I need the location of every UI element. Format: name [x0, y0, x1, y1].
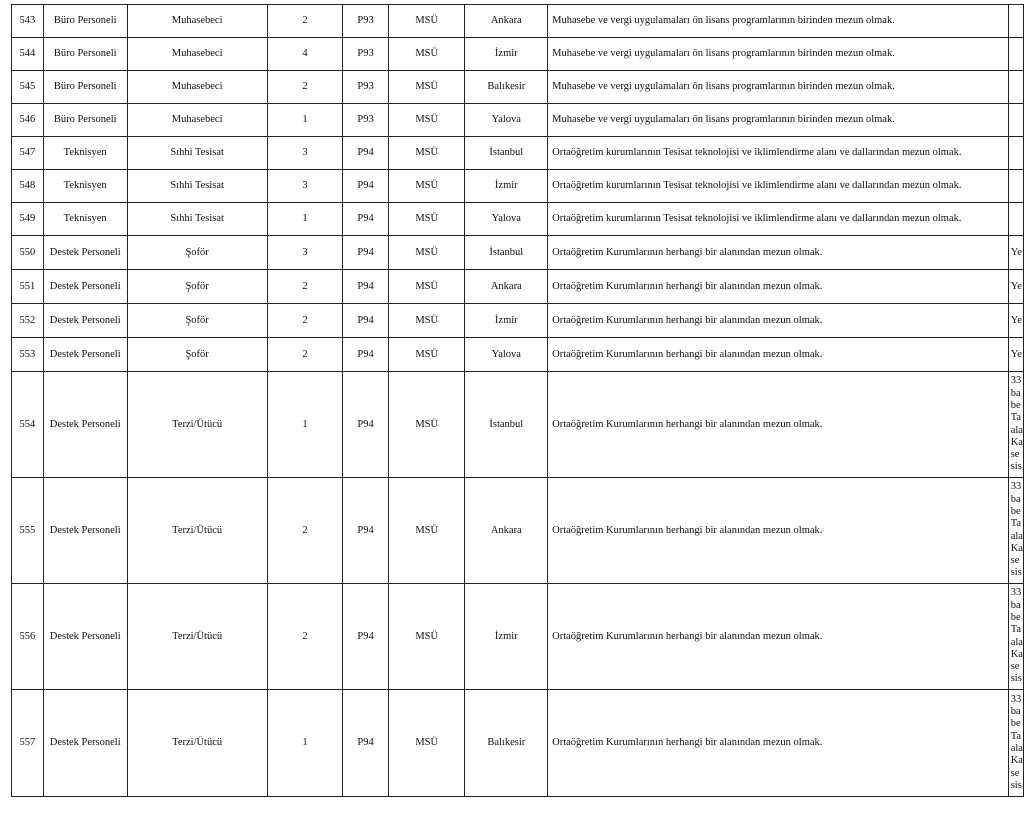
extra-note-line: ala [1010, 636, 1023, 648]
score-type-cell: P93 [343, 38, 389, 71]
score-type-cell: P94 [343, 170, 389, 203]
extra-note-line: se [1010, 555, 1020, 567]
row-number-cell: 546 [12, 104, 44, 137]
class-cell: Teknisyen [43, 137, 127, 170]
class-cell: Büro Personeli [43, 38, 127, 71]
row-number-cell: 555 [12, 478, 44, 584]
quantity-cell: 1 [267, 690, 342, 797]
quantity-cell: 2 [267, 478, 342, 584]
title-cell: Şoför [127, 338, 267, 372]
source-cell: MSÜ [388, 38, 465, 71]
source-cell: MSÜ [388, 170, 465, 203]
source-cell: MSÜ [388, 236, 465, 270]
score-type-cell: P94 [343, 137, 389, 170]
city-cell: İzmir [465, 304, 548, 338]
city-cell: İstanbul [465, 372, 548, 478]
extra-note-line: Ta [1010, 412, 1022, 424]
table-row [12, 236, 1024, 270]
city-cell: İstanbul [465, 137, 548, 170]
table-row [12, 372, 1024, 478]
extra-note-line: ba [1010, 493, 1021, 505]
extra-note-line: ala [1010, 424, 1023, 436]
quantity-cell: 3 [267, 170, 342, 203]
extra-notes-cell [1008, 71, 1023, 104]
requirement-cell: Muhasebe ve vergi uygulamaları ön lisans programlarının birinden mezun olmak. [548, 104, 1009, 137]
quantity-cell: 3 [267, 236, 342, 270]
row-number-cell: 544 [12, 38, 44, 71]
extra-notes-cell: Ye [1008, 338, 1023, 372]
extra-note-line: 33 [1010, 481, 1022, 493]
title-cell: Şoför [127, 304, 267, 338]
extra-notes-cell [1008, 478, 1023, 584]
extra-note-line: Ta [1010, 518, 1022, 530]
class-cell: Destek Personeli [43, 372, 127, 478]
table-row [12, 137, 1024, 170]
class-cell: Büro Personeli [43, 5, 127, 38]
title-cell: Sıhhi Tesisat [127, 170, 267, 203]
class-cell: Büro Personeli [43, 104, 127, 137]
extra-notes-cell [1008, 104, 1023, 137]
requirement-cell: Muhasebe ve vergi uygulamaları ön lisans programlarının birinden mezun olmak. [548, 38, 1009, 71]
positions-table-sheet [11, 4, 1024, 797]
class-cell: Destek Personeli [43, 338, 127, 372]
extra-note-line: se [1010, 661, 1020, 673]
quantity-cell: 3 [267, 137, 342, 170]
extra-note-line: se [1010, 767, 1020, 779]
extra-note-line: 33 [1010, 375, 1022, 387]
extra-note-line: be [1010, 505, 1021, 517]
class-cell: Destek Personeli [43, 304, 127, 338]
row-number-cell: 549 [12, 203, 44, 236]
class-cell: Destek Personeli [43, 690, 127, 797]
title-cell: Muhasebeci [127, 5, 267, 38]
extra-note-line: 33 [1010, 693, 1022, 705]
table-row [12, 104, 1024, 137]
extra-note-line: be [1010, 718, 1021, 730]
row-number-cell: 550 [12, 236, 44, 270]
title-cell: Sıhhi Tesisat [127, 137, 267, 170]
extra-note-line: se [1010, 449, 1020, 461]
row-number-cell: 553 [12, 338, 44, 372]
score-type-cell: P94 [343, 236, 389, 270]
extra-notes-cell: Ye [1008, 304, 1023, 338]
row-number-cell: 545 [12, 71, 44, 104]
extra-notes-cell [1008, 170, 1023, 203]
extra-notes-cell [1008, 690, 1023, 797]
class-cell: Destek Personeli [43, 584, 127, 690]
extra-notes-cell: Ye [1008, 270, 1023, 304]
city-cell: Yalova [465, 104, 548, 137]
extra-notes-cell [1008, 38, 1023, 71]
source-cell: MSÜ [388, 338, 465, 372]
quantity-cell: 2 [267, 5, 342, 38]
source-cell: MSÜ [388, 270, 465, 304]
title-cell: Terzi/Ütücü [127, 690, 267, 797]
table-row [12, 584, 1024, 690]
score-type-cell: P94 [343, 584, 389, 690]
extra-notes-cell [1008, 372, 1023, 478]
source-cell: MSÜ [388, 690, 465, 797]
score-type-cell: P94 [343, 304, 389, 338]
extra-note-line: Ka [1010, 648, 1023, 660]
requirement-cell: Ortaöğretim Kurumlarının herhangi bir alanından mezun olmak. [548, 270, 1009, 304]
extra-note-line: ba [1010, 387, 1021, 399]
extra-notes-cell [1008, 584, 1023, 690]
extra-note-line: ala [1010, 743, 1023, 754]
table-row [12, 170, 1024, 203]
row-number-cell: 548 [12, 170, 44, 203]
extra-notes-cell [1008, 5, 1023, 38]
extra-notes-cell [1008, 203, 1023, 236]
source-cell: MSÜ [388, 137, 465, 170]
requirement-cell: Ortaöğretim Kurumlarının herhangi bir alanından mezun olmak. [548, 236, 1009, 270]
city-cell: İzmir [465, 584, 548, 690]
extra-note-line: sis [1010, 779, 1022, 791]
requirement-cell: Ortaöğretim Kurumlarının herhangi bir alanından mezun olmak. [548, 478, 1009, 584]
table-row [12, 71, 1024, 104]
table-body [12, 5, 1024, 797]
requirement-cell: Ortaöğretim kurumlarının Tesisat teknolojisi ve iklimlendirme alanı ve dallarından mezun olmak. [548, 170, 1009, 203]
row-number-cell: 554 [12, 372, 44, 478]
row-number-cell: 556 [12, 584, 44, 690]
requirement-cell: Ortaöğretim Kurumlarının herhangi bir alanından mezun olmak. [548, 690, 1009, 797]
extra-note-line: 33 [1010, 587, 1022, 599]
score-type-cell: P93 [343, 104, 389, 137]
quantity-cell: 1 [267, 203, 342, 236]
title-cell: Sıhhi Tesisat [127, 203, 267, 236]
extra-note-line: be [1010, 611, 1021, 623]
quantity-cell: 4 [267, 38, 342, 71]
extra-note-line: sis [1010, 673, 1022, 685]
score-type-cell: P93 [343, 71, 389, 104]
source-cell: MSÜ [388, 372, 465, 478]
table-row [12, 5, 1024, 38]
extra-note-line: Ka [1010, 542, 1023, 554]
extra-note-line: sis [1010, 567, 1022, 579]
extra-notes-cell: Ye [1008, 236, 1023, 270]
class-cell: Destek Personeli [43, 236, 127, 270]
row-number-cell: 551 [12, 270, 44, 304]
class-cell: Destek Personeli [43, 478, 127, 584]
quantity-cell: 2 [267, 71, 342, 104]
requirement-cell: Ortaöğretim Kurumlarının herhangi bir alanından mezun olmak. [548, 304, 1009, 338]
title-cell: Terzi/Ütücü [127, 584, 267, 690]
quantity-cell: 1 [267, 104, 342, 137]
table-row [12, 690, 1024, 797]
row-number-cell: 557 [12, 690, 44, 797]
city-cell: Balıkesir [465, 71, 548, 104]
class-cell: Büro Personeli [43, 71, 127, 104]
city-cell: Ankara [465, 5, 548, 38]
source-cell: MSÜ [388, 203, 465, 236]
class-cell: Teknisyen [43, 203, 127, 236]
score-type-cell: P94 [343, 478, 389, 584]
title-cell: Şoför [127, 236, 267, 270]
city-cell: Ankara [465, 270, 548, 304]
quantity-cell: 2 [267, 304, 342, 338]
source-cell: MSÜ [388, 304, 465, 338]
table-row [12, 203, 1024, 236]
extra-notes-cell [1008, 137, 1023, 170]
table-row [12, 38, 1024, 71]
source-cell: MSÜ [388, 71, 465, 104]
source-cell: MSÜ [388, 5, 465, 38]
extra-note-line: Ka [1010, 755, 1023, 767]
extra-note-line: ba [1010, 599, 1021, 611]
city-cell: Balıkesir [465, 690, 548, 797]
class-cell: Teknisyen [43, 170, 127, 203]
source-cell: MSÜ [388, 584, 465, 690]
extra-note-line: Ta [1010, 624, 1022, 636]
score-type-cell: P94 [343, 338, 389, 372]
table-row [12, 338, 1024, 372]
requirement-cell: Muhasebe ve vergi uygulamaları ön lisans programlarının birinden mezun olmak. [548, 5, 1009, 38]
city-cell: İzmir [465, 38, 548, 71]
score-type-cell: P94 [343, 690, 389, 797]
requirement-cell: Ortaöğretim Kurumlarının herhangi bir alanından mezun olmak. [548, 584, 1009, 690]
row-number-cell: 552 [12, 304, 44, 338]
table-row [12, 304, 1024, 338]
score-type-cell: P94 [343, 372, 389, 478]
quantity-cell: 2 [267, 270, 342, 304]
quantity-cell: 2 [267, 338, 342, 372]
requirement-cell: Ortaöğretim kurumlarının Tesisat teknolojisi ve iklimlendirme alanı ve dallarından mezun olmak. [548, 137, 1009, 170]
extra-note-line: Ka [1010, 436, 1023, 448]
requirement-cell: Ortaöğretim Kurumlarının herhangi bir alanından mezun olmak. [548, 372, 1009, 478]
source-cell: MSÜ [388, 104, 465, 137]
row-number-cell: 543 [12, 5, 44, 38]
city-cell: Ankara [465, 478, 548, 584]
quantity-cell: 1 [267, 372, 342, 478]
score-type-cell: P93 [343, 5, 389, 38]
city-cell: İzmir [465, 170, 548, 203]
extra-note-line: ala [1010, 530, 1023, 542]
positions-table [11, 4, 1024, 797]
city-cell: Yalova [465, 338, 548, 372]
requirement-cell: Ortaöğretim Kurumlarının herhangi bir alanından mezun olmak. [548, 338, 1009, 372]
table-row [12, 478, 1024, 584]
title-cell: Muhasebeci [127, 71, 267, 104]
city-cell: Yalova [465, 203, 548, 236]
requirement-cell: Ortaöğretim kurumlarının Tesisat teknolojisi ve iklimlendirme alanı ve dallarından mezun olmak. [548, 203, 1009, 236]
class-cell: Destek Personeli [43, 270, 127, 304]
title-cell: Terzi/Ütücü [127, 478, 267, 584]
source-cell: MSÜ [388, 478, 465, 584]
extra-note-line: ba [1010, 706, 1021, 718]
table-row [12, 270, 1024, 304]
extra-note-line: be [1010, 399, 1021, 411]
title-cell: Terzi/Ütücü [127, 372, 267, 478]
score-type-cell: P94 [343, 270, 389, 304]
title-cell: Muhasebeci [127, 38, 267, 71]
requirement-cell: Muhasebe ve vergi uygulamaları ön lisans programlarının birinden mezun olmak. [548, 71, 1009, 104]
title-cell: Şoför [127, 270, 267, 304]
extra-note-line: sis [1010, 461, 1022, 473]
title-cell: Muhasebeci [127, 104, 267, 137]
row-number-cell: 547 [12, 137, 44, 170]
city-cell: İstanbul [465, 236, 548, 270]
quantity-cell: 2 [267, 584, 342, 690]
extra-note-line: Ta [1010, 730, 1022, 742]
score-type-cell: P94 [343, 203, 389, 236]
